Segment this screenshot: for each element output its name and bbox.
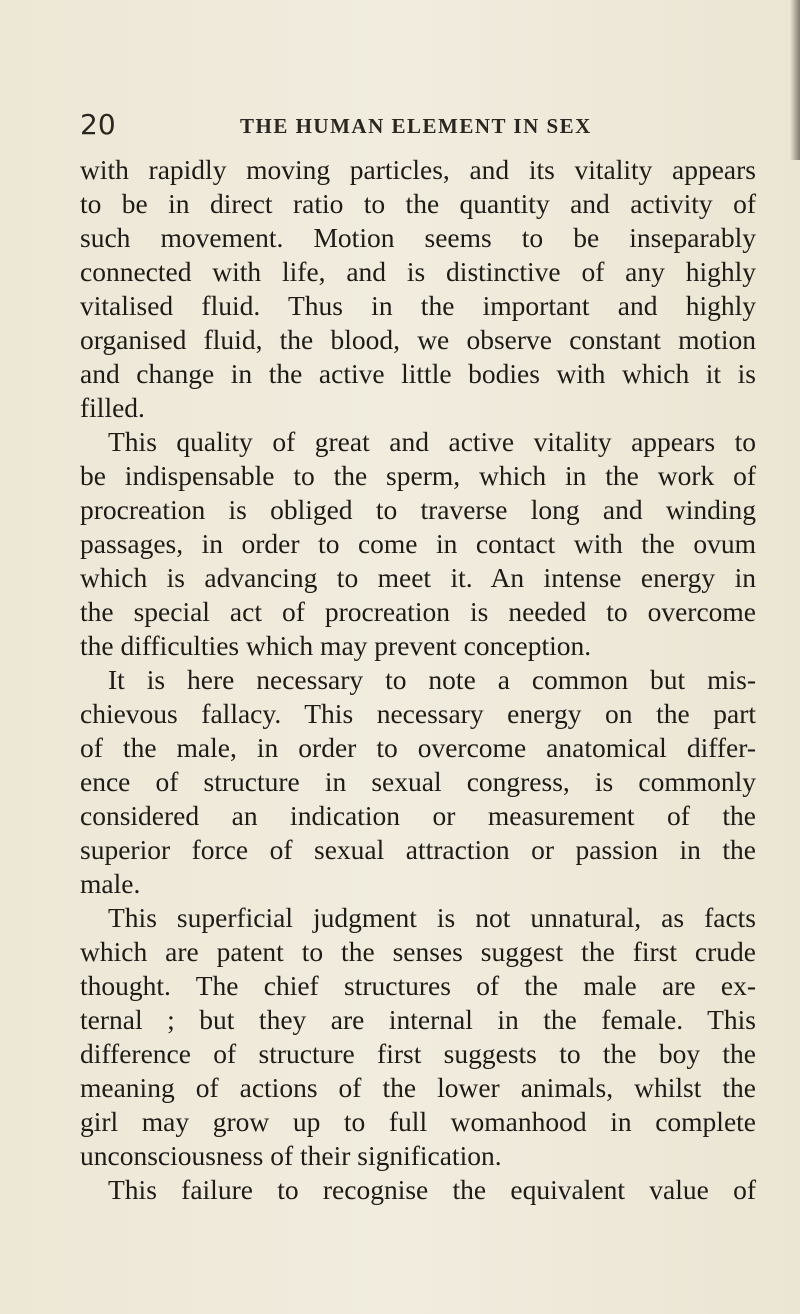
text-line: vitalised fluid. Thus in the important and highly	[80, 290, 756, 321]
text-line: ternal ; but they are internal in the female. This	[80, 1004, 756, 1035]
text-line: It is here necessary to note a common but mis-	[108, 664, 756, 695]
text-line: the difficulties which may prevent conception.	[80, 630, 592, 661]
text-line: and change in the active little bodies with which it is	[80, 358, 756, 389]
running-head: THE HUMAN ELEMENT IN SEX	[240, 114, 592, 138]
text-line: which are patent to the senses suggest the first crude	[80, 936, 756, 967]
text-line: This quality of great and active vitality appears to	[108, 426, 756, 457]
page-edge-shadow	[790, 0, 800, 160]
text-line: be indispensable to the sperm, which in the work of	[80, 460, 756, 491]
text-line: organised fluid, the blood, we observe constant motion	[80, 324, 756, 355]
text-line: unconsciousness of their signification.	[80, 1140, 502, 1171]
body-text	[80, 153, 756, 1207]
text-line: male.	[80, 868, 141, 899]
page-header	[80, 105, 720, 145]
text-line: to be in direct ratio to the quantity and activity of	[80, 188, 756, 219]
text-line: with rapidly moving particles, and its vitality appears	[80, 154, 756, 185]
text-line: This failure to recognise the equivalent value of	[108, 1174, 756, 1205]
text-line: procreation is obliged to traverse long and winding	[80, 494, 756, 525]
text-line: thought. The chief structures of the male are ex-	[80, 970, 756, 1001]
text-line: which is advancing to meet it. An intense energy in	[80, 562, 756, 593]
text-line: difference of structure first suggests to the boy the	[80, 1038, 756, 1069]
text-line: ence of structure in sexual congress, is commonly	[80, 766, 756, 797]
text-line: chievous fallacy. This necessary energy on the part	[80, 698, 756, 729]
text-line: passages, in order to come in contact with the ovum	[80, 528, 756, 559]
text-line: the special act of procreation is needed to overcome	[80, 596, 756, 627]
text-line: girl may grow up to full womanhood in complete	[80, 1106, 756, 1137]
text-line: such movement. Motion seems to be inseparably	[80, 222, 756, 253]
text-line: connected with life, and is distinctive of any highly	[80, 256, 756, 287]
page-number: 20	[80, 108, 116, 141]
text-line: superior force of sexual attraction or passion in the	[80, 834, 756, 865]
text-line: meaning of actions of the lower animals, whilst the	[80, 1072, 756, 1103]
text-line: filled.	[80, 392, 145, 423]
text-line: of the male, in order to overcome anatomical differ-	[80, 732, 756, 763]
text-line: considered an indication or measurement of the	[80, 800, 756, 831]
text-line: This superficial judgment is not unnatural, as facts	[108, 902, 756, 933]
